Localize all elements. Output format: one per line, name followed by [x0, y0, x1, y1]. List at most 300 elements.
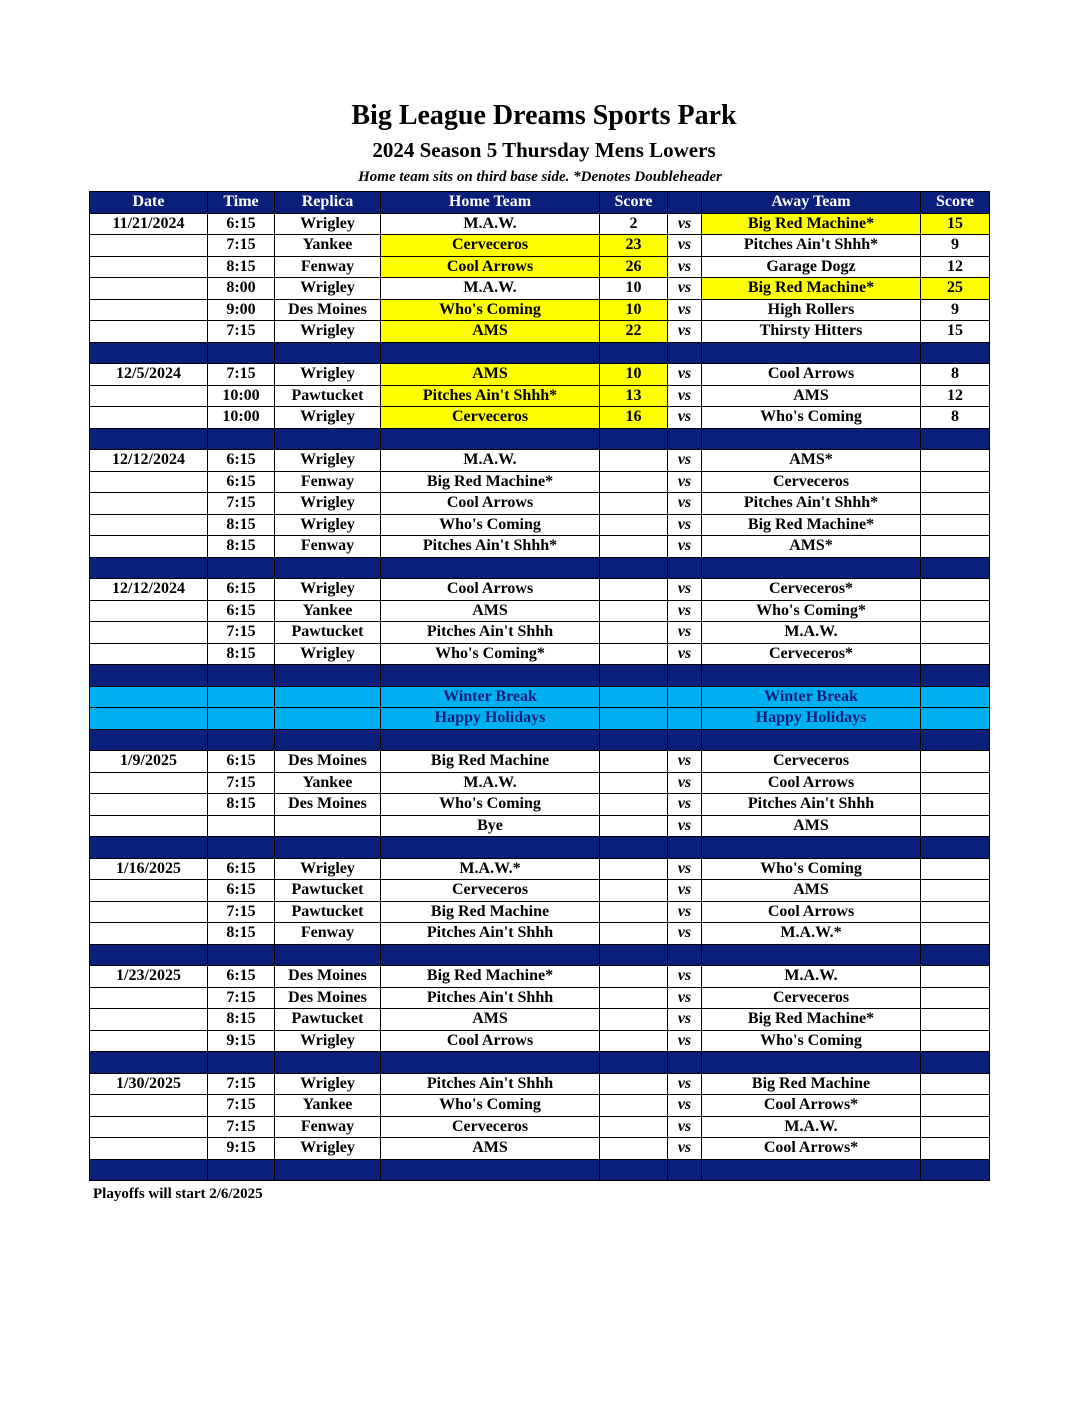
cell-away-team: Cool Arrows — [702, 901, 921, 923]
cell-home-team: Who's Coming* — [381, 643, 600, 665]
header-away-score: Score — [921, 192, 990, 214]
cell-date — [90, 901, 208, 923]
table-row — [90, 794, 990, 816]
table-row — [90, 235, 990, 257]
cell-vs: vs — [668, 471, 702, 493]
separator-cell — [275, 342, 381, 364]
separator-cell — [921, 944, 990, 966]
cell-date: 1/9/2025 — [90, 751, 208, 773]
cell-away-team: Pitches Ain't Shhh* — [702, 235, 921, 257]
cell-date: 11/21/2024 — [90, 213, 208, 235]
cell-away-team: Big Red Machine* — [702, 514, 921, 536]
cell-vs: vs — [668, 794, 702, 816]
cell-home-score — [600, 858, 668, 880]
separator-cell — [668, 557, 702, 579]
cell-date — [90, 493, 208, 515]
separator-row — [90, 1159, 990, 1181]
cell-home-team: M.A.W. — [381, 772, 600, 794]
cell-date — [90, 407, 208, 429]
break-cell — [921, 686, 990, 708]
cell-vs: vs — [668, 364, 702, 386]
separator-cell — [921, 1159, 990, 1181]
cell-date — [90, 471, 208, 493]
table-row — [90, 364, 990, 386]
separator-cell — [702, 665, 921, 687]
cell-time: 8:15 — [208, 794, 275, 816]
separator-cell — [381, 1052, 600, 1074]
table-row — [90, 256, 990, 278]
cell-home-score — [600, 471, 668, 493]
cell-time: 7:15 — [208, 987, 275, 1009]
cell-vs: vs — [668, 815, 702, 837]
separator-row — [90, 557, 990, 579]
separator-cell — [90, 428, 208, 450]
break-label: Winter Break — [381, 686, 600, 708]
cell-vs: vs — [668, 1116, 702, 1138]
separator-cell — [208, 837, 275, 859]
cell-home-score: 22 — [600, 321, 668, 343]
cell-away-score — [921, 1030, 990, 1052]
cell-time: 10:00 — [208, 385, 275, 407]
schedule-table — [89, 191, 990, 1181]
cell-home-team: Who's Coming — [381, 1095, 600, 1117]
cell-time: 7:15 — [208, 493, 275, 515]
cell-home-team: M.A.W. — [381, 213, 600, 235]
table-row — [90, 1009, 990, 1031]
separator-cell — [702, 1159, 921, 1181]
cell-home-score — [600, 987, 668, 1009]
table-row — [90, 1073, 990, 1095]
cell-home-score: 16 — [600, 407, 668, 429]
cell-away-score — [921, 579, 990, 601]
separator-cell — [208, 557, 275, 579]
cell-vs: vs — [668, 579, 702, 601]
cell-replica: Fenway — [275, 256, 381, 278]
cell-time: 6:15 — [208, 471, 275, 493]
cell-replica: Wrigley — [275, 407, 381, 429]
cell-date — [90, 923, 208, 945]
cell-replica: Des Moines — [275, 751, 381, 773]
cell-home-score — [600, 622, 668, 644]
cell-away-team: Garage Dogz — [702, 256, 921, 278]
table-row — [90, 987, 990, 1009]
cell-date — [90, 1030, 208, 1052]
table-row — [90, 751, 990, 773]
cell-away-team: AMS — [702, 880, 921, 902]
cell-date — [90, 385, 208, 407]
cell-away-team: Cerveceros* — [702, 643, 921, 665]
cell-date: 1/23/2025 — [90, 966, 208, 988]
cell-away-team: Big Red Machine* — [702, 1009, 921, 1031]
cell-time: 7:15 — [208, 1116, 275, 1138]
cell-home-score — [600, 1073, 668, 1095]
break-cell — [600, 686, 668, 708]
table-row — [90, 471, 990, 493]
separator-cell — [668, 1159, 702, 1181]
cell-away-score: 12 — [921, 385, 990, 407]
cell-away-score — [921, 1009, 990, 1031]
cell-vs: vs — [668, 213, 702, 235]
cell-time: 6:15 — [208, 213, 275, 235]
separator-cell — [668, 342, 702, 364]
header-home-team: Home Team — [381, 192, 600, 214]
separator-cell — [600, 944, 668, 966]
cell-vs: vs — [668, 450, 702, 472]
table-row — [90, 536, 990, 558]
cell-home-score — [600, 794, 668, 816]
cell-away-score — [921, 493, 990, 515]
table-row — [90, 643, 990, 665]
separator-cell — [921, 428, 990, 450]
cell-vs: vs — [668, 493, 702, 515]
cell-time: 7:15 — [208, 622, 275, 644]
cell-vs: vs — [668, 858, 702, 880]
cell-away-score — [921, 1095, 990, 1117]
cell-replica: Wrigley — [275, 450, 381, 472]
cell-home-team: M.A.W. — [381, 450, 600, 472]
cell-vs: vs — [668, 643, 702, 665]
separator-row — [90, 342, 990, 364]
table-row — [90, 514, 990, 536]
separator-cell — [381, 1159, 600, 1181]
cell-home-team: Pitches Ain't Shhh* — [381, 536, 600, 558]
cell-vs: vs — [668, 1009, 702, 1031]
cell-away-score — [921, 751, 990, 773]
separator-cell — [90, 557, 208, 579]
cell-home-team: Pitches Ain't Shhh — [381, 987, 600, 1009]
cell-vs: vs — [668, 923, 702, 945]
cell-away-score: 8 — [921, 364, 990, 386]
cell-away-team: Big Red Machine* — [702, 278, 921, 300]
cell-time: 6:15 — [208, 751, 275, 773]
table-row — [90, 579, 990, 601]
cell-away-team: M.A.W. — [702, 966, 921, 988]
table-row — [90, 923, 990, 945]
cell-date — [90, 1116, 208, 1138]
cell-home-team: Bye — [381, 815, 600, 837]
cell-time: 8:15 — [208, 536, 275, 558]
break-row — [90, 686, 990, 708]
cell-away-score — [921, 536, 990, 558]
cell-away-team: Cerveceros — [702, 751, 921, 773]
separator-row — [90, 944, 990, 966]
cell-home-team: Cool Arrows — [381, 579, 600, 601]
cell-away-team: High Rollers — [702, 299, 921, 321]
cell-away-team: M.A.W. — [702, 622, 921, 644]
cell-vs: vs — [668, 987, 702, 1009]
separator-cell — [702, 557, 921, 579]
cell-vs: vs — [668, 256, 702, 278]
cell-home-score: 10 — [600, 299, 668, 321]
cell-home-team: Who's Coming — [381, 299, 600, 321]
cell-replica: Wrigley — [275, 579, 381, 601]
separator-row — [90, 729, 990, 751]
separator-cell — [668, 428, 702, 450]
separator-cell — [921, 557, 990, 579]
cell-away-team: Cool Arrows* — [702, 1095, 921, 1117]
separator-cell — [600, 428, 668, 450]
cell-replica: Wrigley — [275, 1073, 381, 1095]
cell-away-score: 9 — [921, 235, 990, 257]
break-cell — [668, 708, 702, 730]
separator-cell — [208, 665, 275, 687]
cell-home-score: 26 — [600, 256, 668, 278]
cell-home-team: Cerveceros — [381, 235, 600, 257]
break-cell — [921, 708, 990, 730]
cell-time: 8:15 — [208, 1009, 275, 1031]
cell-away-team: Thirsty Hitters — [702, 321, 921, 343]
cell-home-team: Big Red Machine* — [381, 966, 600, 988]
schedule-note: Home team sits on third base side. *Denotes Doubleheader — [358, 169, 722, 185]
break-cell — [208, 708, 275, 730]
cell-date — [90, 299, 208, 321]
separator-cell — [275, 944, 381, 966]
cell-time: 7:15 — [208, 1095, 275, 1117]
separator-cell — [600, 1052, 668, 1074]
cell-time: 6:15 — [208, 600, 275, 622]
cell-date: 1/30/2025 — [90, 1073, 208, 1095]
cell-vs: vs — [668, 772, 702, 794]
cell-replica: Pawtucket — [275, 901, 381, 923]
separator-cell — [275, 729, 381, 751]
cell-vs: vs — [668, 385, 702, 407]
cell-away-team: AMS — [702, 815, 921, 837]
cell-replica: Yankee — [275, 235, 381, 257]
cell-date — [90, 278, 208, 300]
cell-away-team: Cool Arrows — [702, 364, 921, 386]
cell-home-team: AMS — [381, 321, 600, 343]
cell-time: 10:00 — [208, 407, 275, 429]
cell-away-team: Cool Arrows* — [702, 1138, 921, 1160]
separator-cell — [600, 665, 668, 687]
cell-home-team: M.A.W.* — [381, 858, 600, 880]
separator-cell — [90, 342, 208, 364]
cell-home-score: 2 — [600, 213, 668, 235]
cell-home-team: Pitches Ain't Shhh — [381, 923, 600, 945]
table-row — [90, 213, 990, 235]
cell-away-score: 12 — [921, 256, 990, 278]
table-row — [90, 901, 990, 923]
cell-away-score — [921, 880, 990, 902]
cell-away-team: M.A.W. — [702, 1116, 921, 1138]
cell-time: 6:15 — [208, 450, 275, 472]
separator-cell — [702, 729, 921, 751]
cell-away-team: Cerveceros — [702, 471, 921, 493]
cell-vs: vs — [668, 536, 702, 558]
separator-cell — [275, 557, 381, 579]
cell-away-score — [921, 1116, 990, 1138]
cell-replica: Pawtucket — [275, 622, 381, 644]
cell-home-team: Pitches Ain't Shhh — [381, 1073, 600, 1095]
cell-date — [90, 643, 208, 665]
cell-away-score — [921, 772, 990, 794]
cell-home-score — [600, 450, 668, 472]
cell-home-team: AMS — [381, 1009, 600, 1031]
cell-away-team: Big Red Machine — [702, 1073, 921, 1095]
cell-away-score — [921, 514, 990, 536]
cell-home-score: 23 — [600, 235, 668, 257]
separator-cell — [208, 342, 275, 364]
separator-cell — [90, 1159, 208, 1181]
cell-home-score — [600, 772, 668, 794]
header-time: Time — [208, 192, 275, 214]
cell-home-score — [600, 493, 668, 515]
header-home-score: Score — [600, 192, 668, 214]
header-replica: Replica — [275, 192, 381, 214]
cell-time: 7:15 — [208, 235, 275, 257]
separator-cell — [600, 729, 668, 751]
table-row — [90, 622, 990, 644]
separator-cell — [275, 1159, 381, 1181]
cell-away-score: 8 — [921, 407, 990, 429]
cell-date — [90, 622, 208, 644]
cell-away-team: Big Red Machine* — [702, 213, 921, 235]
page-title: Big League Dreams Sports Park — [351, 100, 737, 131]
cell-away-team: AMS* — [702, 450, 921, 472]
cell-home-score — [600, 1009, 668, 1031]
cell-home-team: Cerveceros — [381, 407, 600, 429]
separator-cell — [921, 1052, 990, 1074]
cell-date — [90, 987, 208, 1009]
cell-replica — [275, 815, 381, 837]
cell-home-score — [600, 514, 668, 536]
cell-vs: vs — [668, 751, 702, 773]
cell-away-score — [921, 858, 990, 880]
cell-away-team: Pitches Ain't Shhh — [702, 794, 921, 816]
cell-away-team: Pitches Ain't Shhh* — [702, 493, 921, 515]
cell-replica: Wrigley — [275, 1138, 381, 1160]
cell-replica: Des Moines — [275, 794, 381, 816]
table-row — [90, 1116, 990, 1138]
separator-cell — [208, 729, 275, 751]
separator-cell — [90, 837, 208, 859]
cell-home-team: Cool Arrows — [381, 1030, 600, 1052]
table-row — [90, 815, 990, 837]
cell-home-score — [600, 1095, 668, 1117]
break-label: Happy Holidays — [381, 708, 600, 730]
cell-home-score — [600, 815, 668, 837]
header-date: Date — [90, 192, 208, 214]
cell-away-score — [921, 923, 990, 945]
cell-date — [90, 600, 208, 622]
cell-away-team: Who's Coming* — [702, 600, 921, 622]
cell-home-team: Cerveceros — [381, 880, 600, 902]
cell-home-score — [600, 901, 668, 923]
playoffs-note: Playoffs will start 2/6/2025 — [93, 1186, 263, 1202]
cell-date — [90, 815, 208, 837]
cell-time: 6:15 — [208, 966, 275, 988]
cell-date — [90, 536, 208, 558]
cell-time: 6:15 — [208, 579, 275, 601]
separator-cell — [90, 1052, 208, 1074]
cell-home-team: M.A.W. — [381, 278, 600, 300]
cell-date — [90, 256, 208, 278]
cell-away-team: Cerveceros* — [702, 579, 921, 601]
cell-away-team: Who's Coming — [702, 1030, 921, 1052]
table-row — [90, 299, 990, 321]
table-row — [90, 1095, 990, 1117]
cell-date — [90, 1095, 208, 1117]
cell-replica: Yankee — [275, 772, 381, 794]
cell-time: 7:15 — [208, 321, 275, 343]
cell-home-score — [600, 1116, 668, 1138]
cell-home-score — [600, 643, 668, 665]
break-label: Happy Holidays — [702, 708, 921, 730]
separator-cell — [702, 944, 921, 966]
cell-time: 7:15 — [208, 364, 275, 386]
cell-time: 7:15 — [208, 1073, 275, 1095]
break-cell — [275, 708, 381, 730]
cell-home-team: AMS — [381, 364, 600, 386]
cell-replica: Yankee — [275, 1095, 381, 1117]
cell-replica: Fenway — [275, 471, 381, 493]
separator-cell — [275, 1052, 381, 1074]
cell-date — [90, 235, 208, 257]
cell-away-score — [921, 1073, 990, 1095]
cell-home-team: Who's Coming — [381, 794, 600, 816]
break-cell — [275, 686, 381, 708]
cell-vs: vs — [668, 235, 702, 257]
break-label: Winter Break — [702, 686, 921, 708]
cell-away-score — [921, 471, 990, 493]
header-away-team: Away Team — [702, 192, 921, 214]
cell-home-team: Cool Arrows — [381, 256, 600, 278]
cell-vs: vs — [668, 407, 702, 429]
table-row — [90, 1030, 990, 1052]
cell-away-score — [921, 1138, 990, 1160]
separator-cell — [921, 837, 990, 859]
cell-vs: vs — [668, 1095, 702, 1117]
cell-home-score — [600, 536, 668, 558]
cell-home-score: 10 — [600, 364, 668, 386]
cell-vs: vs — [668, 880, 702, 902]
cell-replica: Des Moines — [275, 966, 381, 988]
separator-row — [90, 837, 990, 859]
cell-home-score — [600, 579, 668, 601]
separator-cell — [381, 729, 600, 751]
separator-cell — [600, 1159, 668, 1181]
cell-home-team: Cerveceros — [381, 1116, 600, 1138]
cell-away-score — [921, 966, 990, 988]
table-row — [90, 858, 990, 880]
separator-cell — [275, 837, 381, 859]
cell-replica: Yankee — [275, 600, 381, 622]
cell-vs: vs — [668, 901, 702, 923]
cell-replica: Wrigley — [275, 278, 381, 300]
table-row — [90, 450, 990, 472]
cell-replica: Wrigley — [275, 858, 381, 880]
cell-replica: Pawtucket — [275, 1009, 381, 1031]
separator-cell — [702, 428, 921, 450]
cell-replica: Wrigley — [275, 514, 381, 536]
cell-home-score — [600, 923, 668, 945]
schedule-body — [90, 213, 990, 1181]
page-subtitle: 2024 Season 5 Thursday Mens Lowers — [372, 138, 716, 162]
cell-date — [90, 794, 208, 816]
separator-cell — [381, 837, 600, 859]
cell-time: 8:00 — [208, 278, 275, 300]
cell-replica: Fenway — [275, 923, 381, 945]
cell-home-score — [600, 1138, 668, 1160]
cell-date — [90, 1009, 208, 1031]
separator-cell — [668, 665, 702, 687]
table-row — [90, 385, 990, 407]
separator-cell — [600, 837, 668, 859]
cell-vs: vs — [668, 1138, 702, 1160]
cell-away-score — [921, 450, 990, 472]
separator-cell — [381, 557, 600, 579]
separator-cell — [668, 837, 702, 859]
